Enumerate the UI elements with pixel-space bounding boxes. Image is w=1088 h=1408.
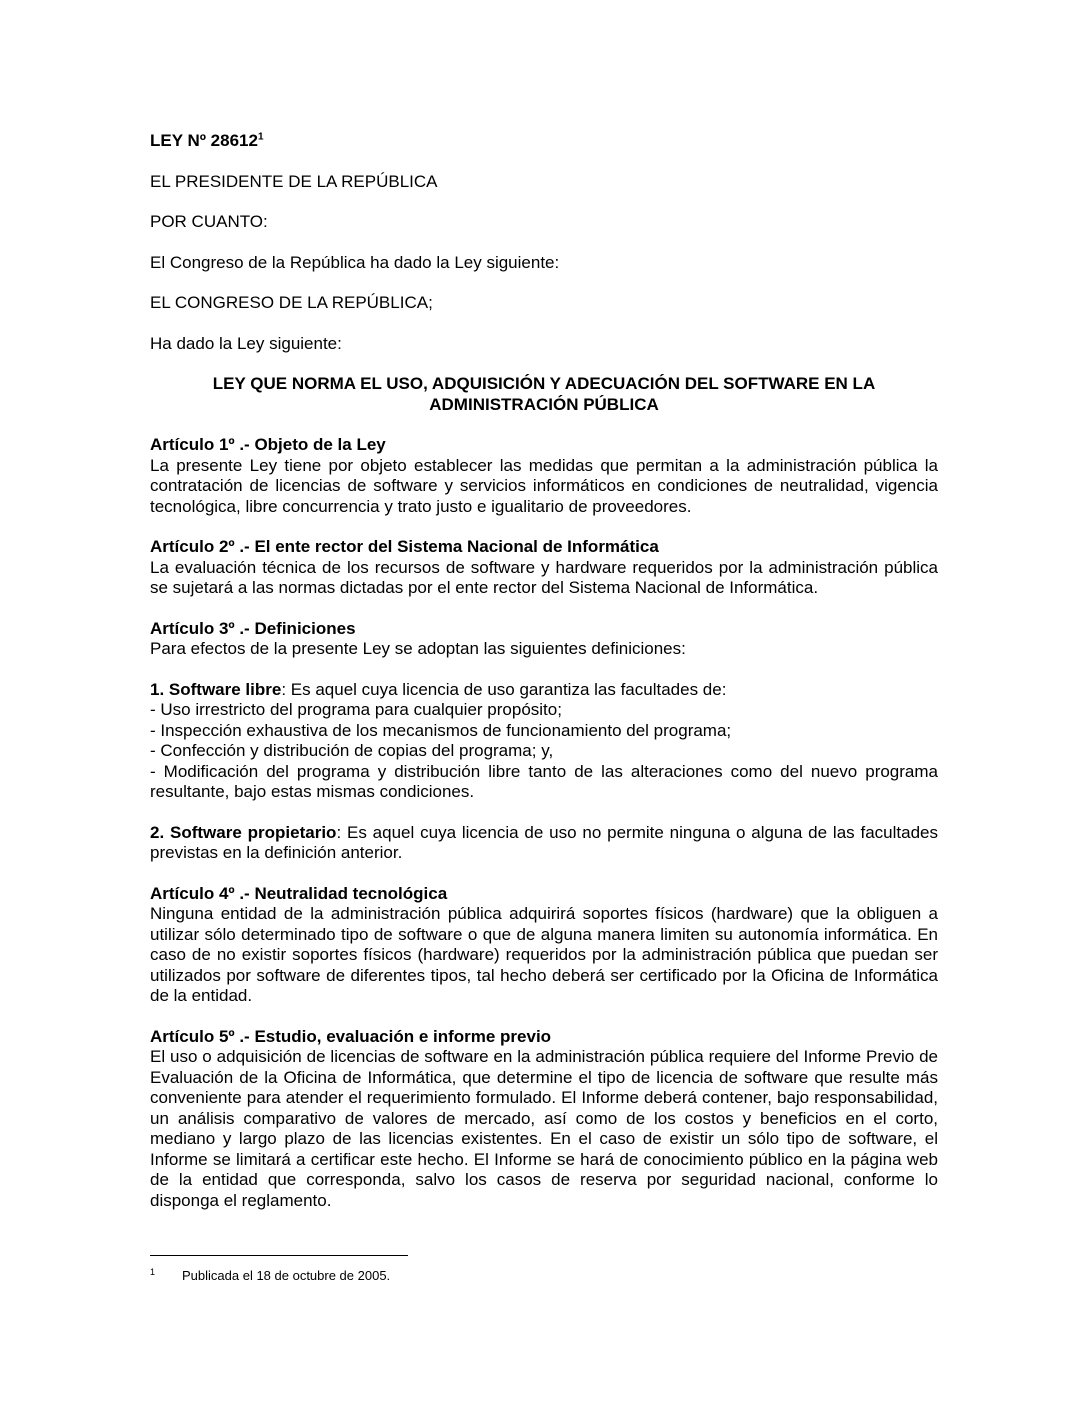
article-4-heading: Artículo 4º .- Neutralidad tecnológica: [150, 883, 448, 903]
article-1-heading: Artículo 1º .- Objeto de la Ley: [150, 435, 386, 454]
article-5-heading: Artículo 5º .- Estudio, evaluación e informe previo: [150, 1026, 552, 1046]
definition-software-libre: [150, 680, 938, 701]
definition-text: : Es aquel cuya licencia de uso no permite ninguna o alguna de las facultades previstas en la definición anterior.: [150, 822, 938, 862]
header-line-congreso: EL CONGRESO DE LA REPÚBLICA;: [150, 293, 433, 312]
header-line-ha-dado: Ha dado la Ley siguiente:: [150, 333, 342, 353]
article-3-body: Para efectos de la presente Ley se adoptan las siguientes definiciones:: [150, 639, 686, 658]
footnote-ref: 1: [257, 131, 264, 143]
header-line-congreso-ha-dado: El Congreso de la República ha dado la Ley siguiente:: [150, 252, 560, 272]
definition-term: 2. Software propietario: [150, 822, 337, 842]
footnote: 1 Publicada el 18 de octubre de 2005.: [150, 1266, 391, 1283]
article-4-body: Ninguna entidad de la administración pública adquirirá soportes físicos (hardware) que la obliguen a utilizar sólo determinado tipo de software o que de alguna manera limiten su autonomía informática. En caso de no existir soportes físicos (hardware) requeridos por la administración pública que puedan ser utilizados por software de diferentes tipos, tal hecho deberá ser certificado por la Oficina de Informática de la entidad.: [150, 904, 938, 1005]
list-item: - Inspección exhaustiva de los mecanismos de funcionamiento del programa;: [150, 720, 732, 740]
list-item: - Confección y distribución de copias del programa; y,: [150, 741, 554, 760]
article-3-heading: Artículo 3º .- Definiciones: [150, 618, 356, 638]
definition-software-propietario: [150, 823, 938, 864]
header-line-president: EL PRESIDENTE DE LA REPÚBLICA: [150, 171, 438, 191]
article-2-body: La evaluación técnica de los recursos de software y hardware requeridos por la administración pública se sujetará a las normas dictadas por el ente rector del Sistema Nacional de Informática.: [150, 557, 938, 597]
header-line-por-cuanto: POR CUANTO:: [150, 212, 268, 231]
law-title-line-2: ADMINISTRACIÓN PÚBLICA: [429, 394, 659, 414]
law-title-line-1: LEY QUE NORMA EL USO, ADQUISICIÓN Y ADECUACIÓN DEL SOFTWARE EN LA: [212, 374, 876, 393]
document-page: [150, 131, 938, 1211]
list-item: - Uso irrestricto del programa para cualquier propósito;: [150, 700, 562, 719]
footnote-text: Publicada el 18 de octubre de 2005.: [182, 1268, 391, 1283]
article-2-heading: Artículo 2º .- El ente rector del Sistema Nacional de Informática: [150, 537, 659, 556]
footnote-separator: [150, 1255, 408, 1256]
definition-term: 1. Software libre: [150, 679, 282, 699]
article-5-body: El uso o adquisición de licencias de software en la administración pública requiere del Informe Previo de Evaluación de la Oficina de Informática, que determine el tipo de licencia de software que resulte más conveniente para atender el requerimiento formulado. El Informe deberá contener, bajo responsabilidad, un análisis comparativo de valores de mercado, así como de los costos y beneficios en el corto, mediano y largo plazo de las licencias existentes. En el caso de existir un sólo tipo de software, el Informe se limitará a certificar este hecho. El Informe se hará de conocimiento público en la página web de la entidad que corresponda, salvo los casos de reserva por seguridad nacional, conforme lo disponga el reglamento.: [150, 1047, 938, 1210]
list-item: - Modificación del programa y distribución libre tanto de las alteraciones como del nuevo programa resultante, bajo estas mismas condiciones.: [150, 761, 938, 801]
article-1-body: La presente Ley tiene por objeto establecer las medidas que permitan a la administración pública la contratación de licencias de software y servicios informáticos en condiciones de neutralidad, vigencia tecnológica, libre concurrencia y trato justo e igualitario de proveedores.: [150, 455, 938, 516]
law-number: LEY Nº 28612$^1$: [150, 131, 264, 150]
definition-text: : Es aquel cuya licencia de uso garantiza las facultades de:: [281, 679, 727, 699]
